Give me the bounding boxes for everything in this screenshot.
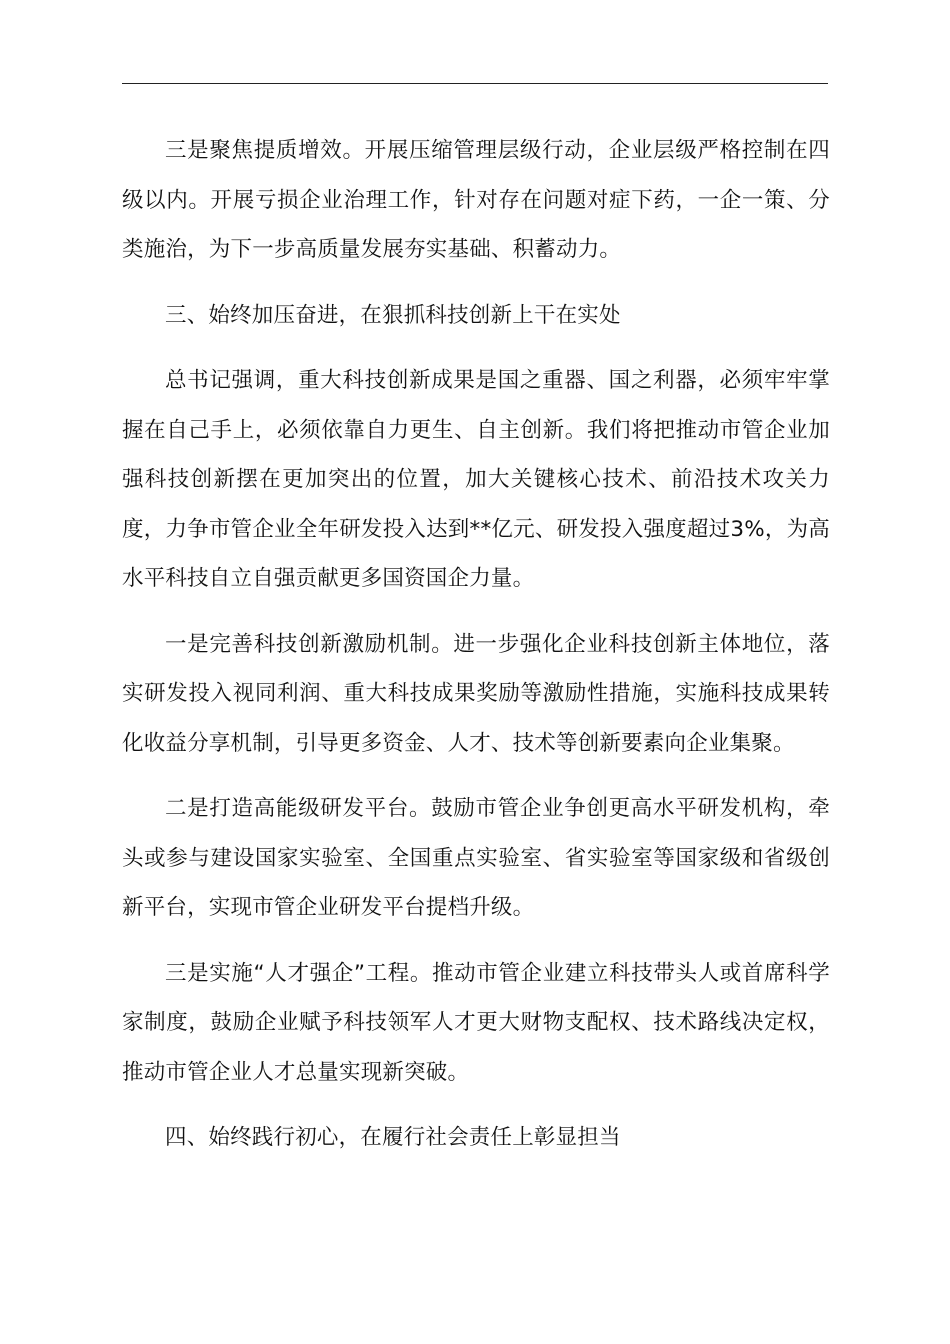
section-heading-3: 三、始终加压奋进，在狠抓科技创新上干在实处	[165, 302, 621, 328]
paragraph-rd-platform: 二是打造高能级研发平台。鼓励市管企业争创更高水平研发机构，牵头或参与建设国家实验室、全国重点实验室、省实验室等国家级和省级创新平台，实现市管企业研发平台提档升级。	[122, 796, 830, 920]
document-body	[122, 126, 830, 1179]
paragraph-talent-program: 三是实施“人才强企”工程。推动市管企业建立科技带头人或首席科学家制度，鼓励企业赋予科技领军人才更大财物支配权、技术路线决定权，推动市管企业人才总量实现新突破。	[122, 960, 830, 1085]
paragraph-focus-quality: 三是聚焦提质增效。开展压缩管理层级行动，企业层级严格控制在四级以内。开展亏损企业治理工作，针对存在问题对症下药，一企一策、分类施治，为下一步高质量发展夯实基础、积蓄动力。	[122, 138, 830, 262]
section-heading-4: 四、始终践行初心，在履行社会责任上彰显担当	[165, 1125, 621, 1150]
header-rule	[122, 83, 828, 84]
paragraph-tech-innovation: 总书记强调，重大科技创新成果是国之重器、国之利器，必须牢牢掌握在自己手上，必须依靠自力更生、自主创新。我们将把推动市管企业加强科技创新摆在更加突出的位置，加大关键核心技术、前沿技术攻关力度，力争市管企业全年研发投入达到**亿元、研发投入强度超过3%，为高水平科技自立自强贡献更多国资国企力量。	[122, 368, 830, 591]
paragraph-incentive-mechanism: 一是完善科技创新激励机制。进一步强化企业科技创新主体地位，落实研发投入视同利润、重大科技成果奖励等激励性措施，实施科技成果转化收益分享机制，引导更多资金、人才、技术等创新要素向企业集聚。	[122, 631, 830, 756]
